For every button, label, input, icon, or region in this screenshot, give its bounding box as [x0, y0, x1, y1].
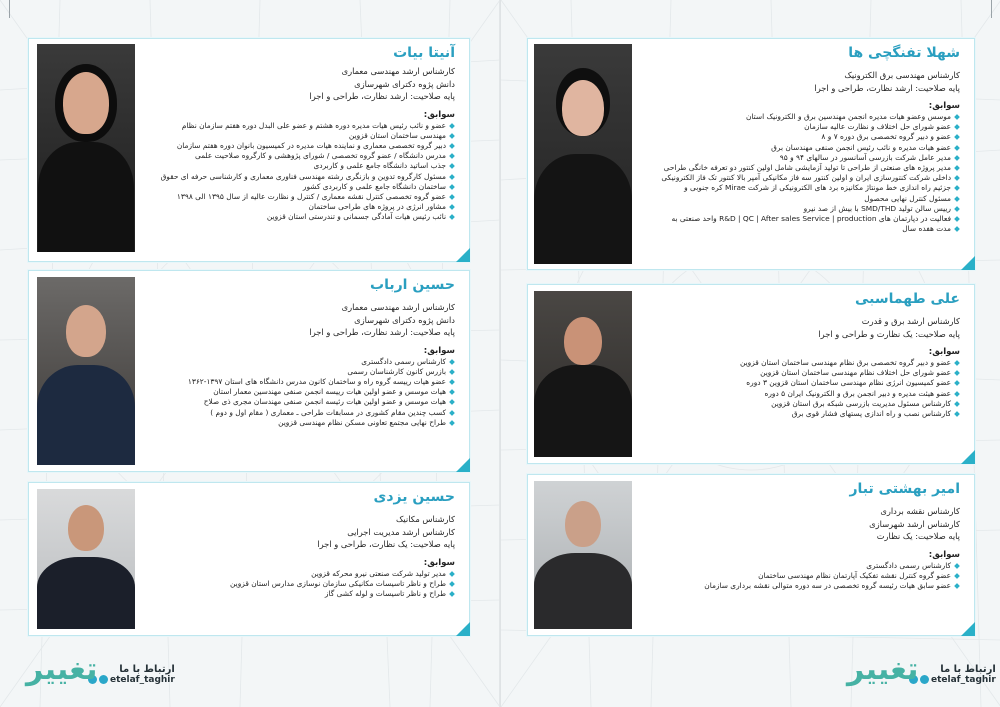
- social-handle[interactable]: etelaf_taghir: [931, 674, 996, 685]
- record-item: ساختمان دانشگاه جامع علمی و کاربردی کشور: [135, 182, 455, 192]
- record-item: کارشناس نصب و راه اندازی پستهای فشار قوی برق: [630, 409, 960, 419]
- person-title: کارشناس ارشد شهرسازی: [869, 518, 960, 529]
- person-title: پایه صلاحیت: یک نظارت، طراحی و اجرا: [317, 539, 455, 549]
- person-title: پایه صلاحیت: یک نظارت: [876, 531, 960, 541]
- record-item: داخلی شرکت کنتورسازی ایران و اولین کنتور سه فاز مکانیکی آمپر بالا کنتور تک فاز الکترونیکی: [630, 173, 960, 183]
- corner-accent: [961, 450, 975, 464]
- section-heading: سوابق:: [423, 345, 455, 356]
- record-list: [630, 358, 960, 419]
- record-item: عضو شورای حل اختلاف و نظارت عالیه سازمان: [630, 122, 960, 132]
- person-title: پایه صلاحیت: یک نظارت و طراحی و اجرا: [818, 328, 960, 339]
- portrait-photo: [534, 291, 632, 457]
- person-name: حسین ارباب: [370, 277, 455, 293]
- section-heading: سوابق:: [423, 109, 455, 120]
- corner-accent: [961, 622, 975, 636]
- person-title: کارشناس مهندسی برق الکترونیک: [844, 70, 960, 80]
- person-title: کارشناس ارشد برق و قدرت: [861, 316, 960, 326]
- taghir-logo: [26, 652, 98, 693]
- person-title: پایه صلاحیت: ارشد نظارت، طراحی و اجرا: [309, 327, 455, 337]
- section-heading: سوابق:: [423, 557, 455, 568]
- record-item: مدیر پروژه های صنعتی از طراحی تا تولید آزمایشی شامل اولین کنتور دو تعرفه خانگی طراحی: [630, 163, 960, 173]
- record-item: عضو شورای حل اختلاف نظام مهندسی ساختمان استان قزوین: [630, 368, 960, 378]
- contact-title: ارتباط با ما: [119, 663, 175, 675]
- contact-title: ارتباط با ما: [940, 663, 996, 675]
- record-item: کارشناس رسمی دادگستری: [630, 561, 960, 571]
- taghir-logo: [847, 652, 919, 693]
- record-item: هیات موسس و عضو اولین هیات رئیسه انجمن صنفی مهندسان مجری ذی صلاح: [135, 397, 455, 407]
- record-list: [630, 112, 960, 234]
- record-item: عضو کمیسیون انرژی نظام مهندسی ساختمان استان قزوین ۳ دوره: [630, 378, 960, 388]
- person-card: [527, 38, 975, 270]
- record-item: عضو و نائب رئیس هیات مدیره دوره هشتم و عضو علی البدل دوره هفتم سازمان نظام: [135, 121, 455, 131]
- person-card: [28, 482, 470, 636]
- portrait-photo: [37, 489, 135, 629]
- person-title: دانش پژوه دکترای شهرسازی: [354, 314, 455, 325]
- record-item: فعالیت در دپارتمان های R&D | QC | After sales Service | production واحد صنعتی به: [630, 214, 960, 224]
- section-heading: سوابق:: [928, 347, 960, 357]
- person-name: امیر بهشتی تبار: [849, 481, 960, 497]
- record-item: مسئول کنترل نهایی محصول: [630, 194, 960, 204]
- record-item: رییس سالن تولید SMD/THD با بیش از صد نیرو: [630, 204, 960, 214]
- section-heading: سوابق:: [928, 101, 960, 111]
- person-name: علی طهماسبی: [854, 291, 960, 307]
- portrait-photo: [534, 44, 632, 264]
- record-item: عضو و دبیر گروه تخصصی برق نظام مهندسی ساختمان استان قزوین: [630, 358, 960, 368]
- record-item: عضو هیات رییسه گروه راه و ساختمان کانون مدرس دانشگاه های استان ۱۳۹۷-۱۳۶۲: [135, 377, 455, 387]
- record-item: عضو و دبیر گروه تخصصی برق دوره ۷ و ۸: [630, 132, 960, 142]
- person-name: شهلا تفنگچی ها: [848, 45, 960, 61]
- record-item: مدت هفده سال: [630, 224, 960, 234]
- contact-footer: [847, 652, 996, 693]
- logo-text: تغییر: [847, 652, 919, 687]
- record-item: دبیر گروه تخصصی معماری و نماینده هیات مدیره در کمیسیون بانوان دوره هفتم سازمان: [135, 141, 455, 151]
- record-list: [135, 121, 455, 223]
- section-heading: سوابق:: [928, 549, 960, 560]
- telegram-icon[interactable]: [920, 675, 929, 684]
- record-item: عضو هیات مدیره و نائب رئیس انجمن صنفی مهندسان برق: [630, 143, 960, 153]
- crop-mark: [991, 0, 992, 18]
- record-item: نائب رئیس هیات آمادگی جسمانی و تندرستی استان قزوین: [135, 212, 455, 222]
- record-item: کارشناس مسئول مدیریت بازرسی شبکه برق استان قزوین: [630, 399, 960, 409]
- record-list: [135, 569, 455, 600]
- person-title: کارشناس مکانیک: [395, 514, 455, 524]
- portrait-photo: [37, 277, 135, 465]
- record-item: بازرس کانون کارشناسان رسمی: [135, 367, 455, 377]
- crop-mark: [9, 0, 10, 18]
- right-page: [500, 0, 1000, 707]
- record-item: موسس وعضو هیات مدیره انجمن مهندسین برق و الکترونیک استان: [630, 112, 960, 122]
- record-item: طراح و ناظر تاسیسات مکانیکی سازمان نوسازی مدارس استان قزوین: [135, 579, 455, 589]
- record-list: [630, 561, 960, 592]
- record-item: کسب چندین مقام کشوری در مسابقات طراحی ـ معماری ( مقام اول و دوم ): [135, 408, 455, 418]
- record-item: مدیر تولید شرکت صنعتی نیرو محرکه قزوین: [135, 569, 455, 579]
- person-title: پایه صلاحیت: ارشد نظارت، طراحی و اجرا: [309, 91, 455, 101]
- corner-accent: [456, 458, 470, 472]
- person-name: حسین یزدی: [373, 489, 455, 505]
- corner-accent: [456, 248, 470, 262]
- record-item: طراح و ناظر تاسیسات و لوله کشی گاز: [135, 589, 455, 599]
- person-title: کارشناس نقشه برداری: [880, 506, 960, 516]
- social-handle[interactable]: etelaf_taghir: [110, 674, 175, 685]
- person-title: کارشناس ارشد مهندسی معماری: [341, 66, 455, 76]
- record-item: هیات موسس و عضو اولین هیات رییسه انجمن صنفی مهندسین معمار استان: [135, 387, 455, 397]
- record-item: مشاور انرژی در پروژه های طراحی ساختمان: [135, 202, 455, 212]
- record-item: جزئیم راه اندازی خط مونتاژ مکانیزه برد های الکترونیکی از شرکت Mirae کره جنوبی و: [630, 183, 960, 193]
- record-item: جذب اساتید دانشگاه جامع علمی و کاربردی: [135, 161, 455, 171]
- portrait-photo: [37, 44, 135, 252]
- record-item: طراح نهایی مجتمع تعاونی مسکن نظام مهندسی قزوین: [135, 418, 455, 428]
- record-item: عضو گروه تخصصی کنترل نقشه معماری / کنترل و نظارت عالیه از سال ۱۳۹۵ الی ۱۳۹۸: [135, 192, 455, 202]
- corner-accent: [456, 622, 470, 636]
- record-item: مدرس دانشگاه / عضو گروه تخصصی / شورای پژوهشی و کارگروه صلاحیت علمی: [135, 151, 455, 161]
- person-title: پایه صلاحیت: ارشد نظارت، طراحی و اجرا: [814, 82, 960, 93]
- record-list: [135, 357, 455, 428]
- record-item: مدیر عامل شرکت بازرسی آسانسور در سالهای ۹۴ و ۹۵: [630, 153, 960, 163]
- record-item: کارشناس رسمی دادگستری: [135, 357, 455, 367]
- person-card: [527, 474, 975, 636]
- record-item: مهندسی ساختمان استان قزوین: [135, 131, 455, 141]
- person-name: آنیتا بیات: [393, 45, 455, 61]
- portrait-photo: [534, 481, 632, 629]
- record-item: عضو سابق هیات رئیسه گروه تخصصی در سه دوره متوالی نقشه برداری سازمان: [630, 581, 960, 591]
- record-item: عضو گروه کنترل نقشه تفکیک آپارتمان نظام مهندسی ساختمان: [630, 571, 960, 581]
- person-card: [28, 270, 470, 472]
- logo-text: تغییر: [26, 652, 98, 687]
- person-title: کارشناس ارشد مدیریت اجرایی: [347, 526, 455, 537]
- person-title: دانش پژوه دکترای شهرسازی: [354, 78, 455, 89]
- telegram-icon[interactable]: [99, 675, 108, 684]
- person-title: کارشناس ارشد مهندسی معماری: [341, 302, 455, 312]
- corner-accent: [961, 256, 975, 270]
- person-card: [28, 38, 470, 262]
- person-card: [527, 284, 975, 464]
- record-item: مسئول کارگروه تدوین و بازنگری رشته مهندسی فناوری معماری و کارشناسی حرفه ای حقوق: [135, 172, 455, 182]
- record-item: عضو هیئت مدیره و دبیر انجمن برق و الکترونیک ایران ۵ دوره: [630, 389, 960, 399]
- contact-footer: [26, 652, 175, 693]
